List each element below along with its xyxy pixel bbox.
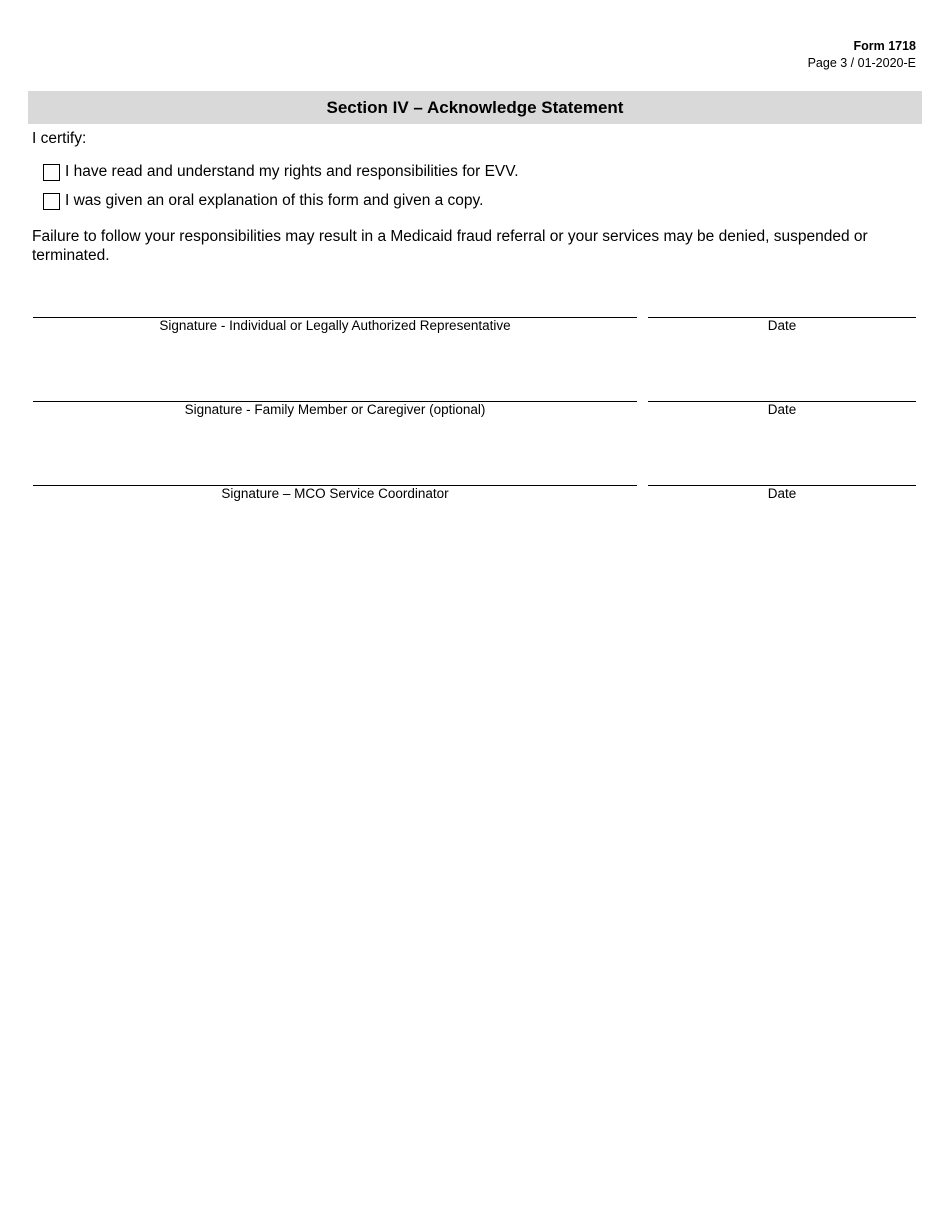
signature-label-individual: Signature - Individual or Legally Authorized Representative <box>159 318 511 333</box>
warning-text: Failure to follow your responsibilities may result in a Medicaid fraud referral or your services may be denied, suspended or terminated. <box>32 228 868 264</box>
signature-label-family: Signature - Family Member or Caregiver (optional) <box>184 402 486 417</box>
form-header <box>808 38 916 72</box>
date-label-family: Date <box>767 402 797 417</box>
explanation-checkbox-label: I was given an oral explanation of this form and given a copy. <box>65 192 484 209</box>
form-number: Form 1718 <box>853 39 916 53</box>
page-info: Page 3 / 01-2020-E <box>807 56 916 70</box>
rights-checkbox[interactable] <box>43 164 60 181</box>
date-label-individual: Date <box>767 318 797 333</box>
checkbox-row-rights[interactable] <box>43 163 519 181</box>
explanation-checkbox[interactable] <box>43 193 60 210</box>
rights-checkbox-label: I have read and understand my rights and responsibilities for EVV. <box>65 163 519 180</box>
certify-label: I certify: <box>32 130 87 147</box>
signature-label-mco: Signature – MCO Service Coordinator <box>221 486 449 501</box>
section-title: Section IV – Acknowledge Statement <box>28 91 922 124</box>
checkbox-row-explanation[interactable] <box>43 192 483 210</box>
date-label-mco: Date <box>767 486 797 501</box>
